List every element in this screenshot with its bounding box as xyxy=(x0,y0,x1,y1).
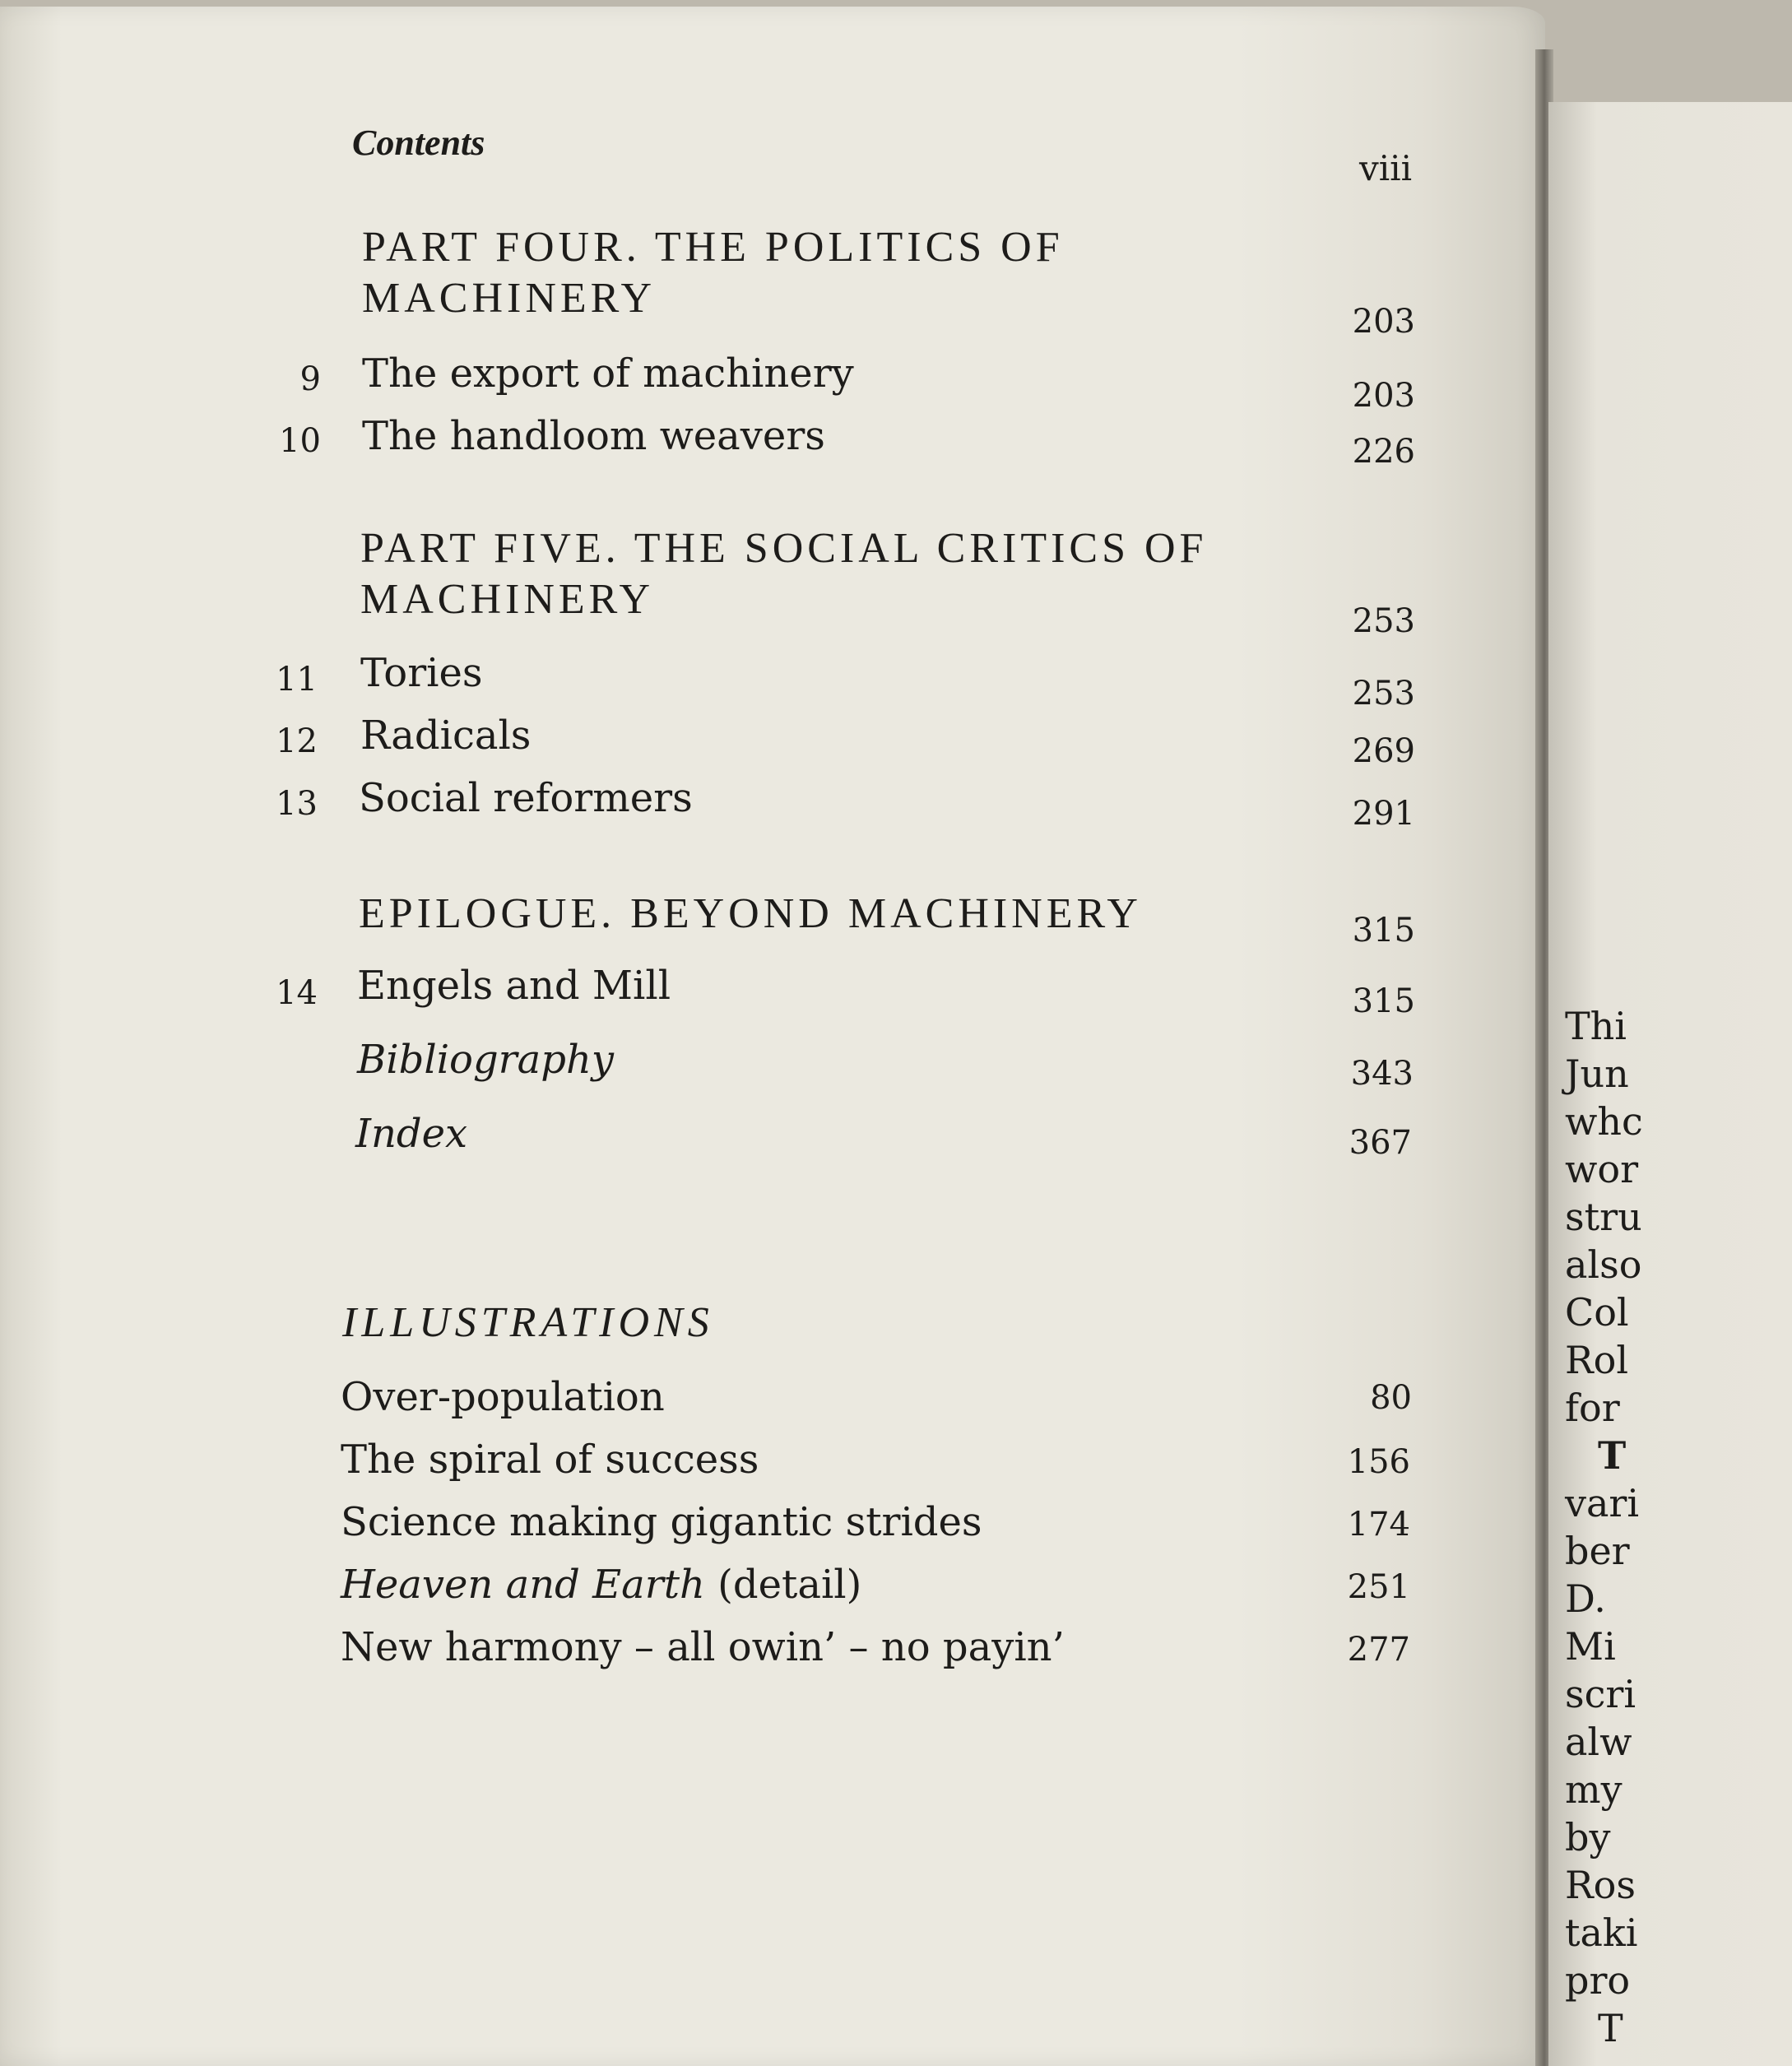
facing-text: ber xyxy=(1565,1529,1630,1573)
back-matter-page: 367 xyxy=(1349,1124,1412,1162)
facing-text: Thi xyxy=(1565,1004,1627,1048)
illustration-page: 156 xyxy=(1347,1443,1410,1481)
facing-text: Col xyxy=(1565,1290,1629,1335)
facing-text: for xyxy=(1565,1386,1620,1430)
chapter-page: 291 xyxy=(1352,795,1415,833)
chapter-page: 226 xyxy=(1352,433,1415,471)
chapter-number: 14 xyxy=(276,974,318,1012)
section-title: EPILOGUE. BEYOND MACHINERY xyxy=(359,890,1142,937)
chapter-page: 203 xyxy=(1352,377,1415,415)
facing-text: vari xyxy=(1565,1481,1640,1525)
facing-text: by xyxy=(1565,1815,1611,1859)
facing-text: T xyxy=(1598,2006,1623,2050)
facing-text: pro xyxy=(1565,1958,1631,2003)
illustration-title: Science making gigantic strides xyxy=(341,1499,982,1545)
illustration-page: 251 xyxy=(1347,1568,1410,1606)
chapter-number: 12 xyxy=(276,722,318,760)
chapter-number: 9 xyxy=(299,360,321,398)
illustration-title-rest: (detail) xyxy=(717,1562,862,1608)
chapter-title: Radicals xyxy=(360,713,532,759)
illustration-title xyxy=(341,1562,861,1608)
chapter-number: 10 xyxy=(279,422,321,460)
section-page: 253 xyxy=(1352,602,1415,640)
chapter-title: The handloom weavers xyxy=(362,413,825,459)
chapter-title: Tories xyxy=(360,650,483,696)
section-title: PART FOUR. THE POLITICS OF MACHINERY xyxy=(362,224,1064,322)
left-page xyxy=(0,7,1545,2066)
facing-text: wor xyxy=(1565,1147,1639,1191)
running-title: Contents xyxy=(352,123,485,163)
illustration-title: New harmony – all owin’ – no payin’ xyxy=(341,1624,1065,1670)
chapter-number: 11 xyxy=(276,661,318,699)
illustration-page: 80 xyxy=(1370,1379,1412,1417)
back-matter-title: Index xyxy=(355,1111,468,1157)
chapter-page: 253 xyxy=(1352,675,1415,713)
facing-text: Ros xyxy=(1565,1863,1636,1907)
illustration-title-italic: Heaven and Earth xyxy=(341,1562,705,1608)
facing-text: D. xyxy=(1565,1576,1606,1621)
facing-text: T xyxy=(1598,1433,1627,1478)
illustration-page: 277 xyxy=(1347,1631,1410,1669)
section-page: 315 xyxy=(1352,912,1415,949)
facing-text: Rol xyxy=(1565,1338,1629,1382)
back-matter-page: 343 xyxy=(1350,1055,1414,1093)
back-matter-title: Bibliography xyxy=(357,1037,614,1083)
facing-text: stru xyxy=(1565,1195,1642,1239)
chapter-title: Engels and Mill xyxy=(357,963,671,1009)
facing-page xyxy=(1548,102,1792,2066)
page-number: viii xyxy=(1359,148,1413,188)
chapter-number: 13 xyxy=(276,785,318,823)
facing-text: my xyxy=(1565,1767,1623,1812)
facing-text: Jun xyxy=(1565,1052,1629,1096)
illustration-title: The spiral of success xyxy=(341,1437,759,1483)
facing-text: alw xyxy=(1565,1720,1632,1764)
chapter-title: Social reformers xyxy=(359,775,693,821)
facing-text: taki xyxy=(1565,1910,1638,1955)
chapter-page: 269 xyxy=(1352,732,1415,770)
illustration-page: 174 xyxy=(1347,1506,1410,1544)
facing-text: whc xyxy=(1565,1099,1643,1144)
illustration-title: Over-population xyxy=(341,1374,665,1420)
chapter-page: 315 xyxy=(1352,982,1415,1020)
chapter-title: The export of machinery xyxy=(362,351,854,397)
facing-text: also xyxy=(1565,1242,1642,1287)
illustrations-heading: ILLUSTRATIONS xyxy=(342,1299,714,1346)
section-title: PART FIVE. THE SOCIAL CRITICS OF MACHINERY xyxy=(360,525,1208,623)
facing-text: Mi xyxy=(1565,1624,1616,1669)
section-page: 203 xyxy=(1352,303,1415,341)
facing-text: scri xyxy=(1565,1672,1636,1716)
